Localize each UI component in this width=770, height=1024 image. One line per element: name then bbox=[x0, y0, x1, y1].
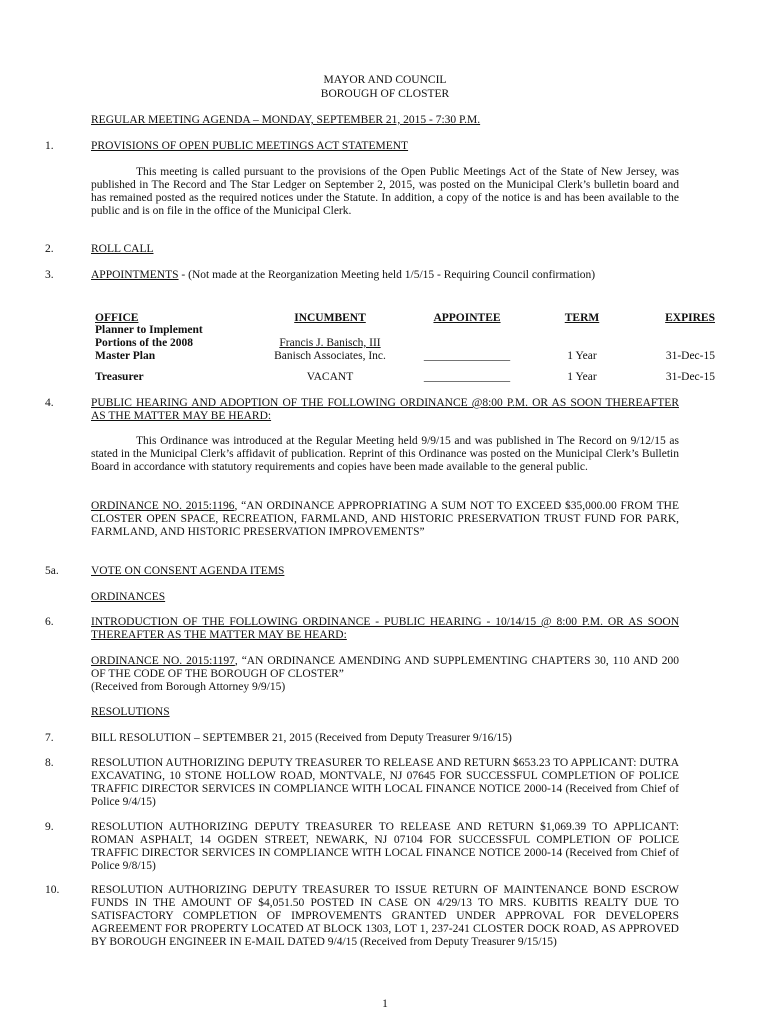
incumbent-cell: VACANT bbox=[306, 371, 354, 383]
opma-statement: This meeting is called pursuant to the provisions of the Open Public Meetings Act of the State of New Jersey, was published in The Record and The Star Ledger on September 2, 2015, was posted on the Municipal Clerk’s bulletin board and has remained posted as the required notices under the Statute. In addition, a copy of the notice is and has been available to the public and is on file in the office of the Municipal Clerk. bbox=[91, 166, 679, 217]
agenda-title: REGULAR MEETING AGENDA – MONDAY, SEPTEMBER 21, 2015 - 7:30 P.M. bbox=[91, 114, 481, 126]
item-title-consent-agenda: VOTE ON CONSENT AGENDA ITEMS bbox=[91, 565, 285, 577]
section-heading-ordinances: ORDINANCES bbox=[91, 591, 166, 603]
item-title-introduction: INTRODUCTION OF THE FOLLOWING ORDINANCE - PUBLIC HEARING - 10/14/15 @ 8:00 P.M. OR AS SOON THEREAFTER AS THE MATTER MAY BE HEARD: bbox=[91, 616, 679, 641]
item-number: 1. bbox=[45, 140, 54, 152]
resolution-bill: BILL RESOLUTION – SEPTEMBER 21, 2015 (Received from Deputy Treasurer 9/16/15) bbox=[91, 732, 512, 744]
item-number: 2. bbox=[45, 243, 54, 255]
col-header-office: OFFICE bbox=[95, 312, 139, 324]
item-number: 8. bbox=[45, 757, 54, 769]
appointee-blank: _______________ bbox=[423, 350, 511, 362]
appointments-table bbox=[95, 312, 715, 387]
appointments-note: - (Not made at the Reorganization Meeting held 1/5/15 - Requiring Council confirmation) bbox=[178, 269, 596, 281]
page-number: 1 bbox=[382, 998, 388, 1010]
item-number: 7. bbox=[45, 732, 54, 744]
office-cell: Master Plan bbox=[95, 350, 156, 362]
resolution-roman-asphalt: RESOLUTION AUTHORIZING DEPUTY TREASURER TO RELEASE AND RETURN $1,069.39 TO APPLICANT: ROMAN ASPHALT, 14 OGDEN STREET, NEWARK, NJ 07104 FOR SUCCESSFUL COMPLETION OF POLICE TRAFFIC DIRECTOR SERVICES IN COMPLIANCE WITH LOCAL FINANCE NOTICE 2000-14 (Received from Chief of Police 9/8/15) bbox=[91, 821, 679, 872]
received-note: (Received from Borough Attorney 9/9/15) bbox=[91, 681, 286, 693]
col-header-incumbent: INCUMBENT bbox=[294, 312, 366, 324]
item-title-public-hearing: PUBLIC HEARING AND ADOPTION OF THE FOLLOWING ORDINANCE @8:00 P.M. OR AS SOON THEREAFTER AS THE MATTER MAY BE HEARD: bbox=[91, 397, 679, 422]
item-number: 5a. bbox=[45, 565, 59, 577]
item-title-opma: PROVISIONS OF OPEN PUBLIC MEETINGS ACT STATEMENT bbox=[91, 140, 409, 152]
col-header-expires: EXPIRES bbox=[665, 312, 715, 324]
item-title-roll-call: ROLL CALL bbox=[91, 243, 154, 255]
col-header-appointee: APPOINTEE bbox=[433, 312, 501, 324]
item-number: 10. bbox=[45, 884, 60, 896]
resolution-kubitis: RESOLUTION AUTHORIZING DEPUTY TREASURER TO ISSUE RETURN OF MAINTENANCE BOND ESCROW FUNDS IN THE AMOUNT OF $4,051.50 POSTED IN CASE ON 4/29/13 TO MRS. KUBITIS REALTY DUE TO SATISFACTORY COMPLETION OF IMPROVEMENTS GRANTED UNDER APPROVAL FOR DEVELOPERS AGREEMENT FOR PROPERTY LOCATED AT BLOCK 1303, LOT 1, 237-241 CLOSTER DOCK ROAD, AS APPROVED BY BOROUGH ENGINEER IN E-MAIL DATED 9/4/15 (Received from Deputy Treasurer 9/15/15) bbox=[91, 884, 679, 948]
appointments-heading bbox=[91, 269, 679, 282]
resolution-dutra: RESOLUTION AUTHORIZING DEPUTY TREASURER TO RELEASE AND RETURN $653.23 TO APPLICANT: DUTRA EXCAVATING, 10 STONE HOLLOW ROAD, MONTVALE, NJ 07645 FOR SUCCESSFUL COMPLETION OF POLICE TRAFFIC DIRECTOR SERVICES IN COMPLIANCE WITH LOCAL FINANCE NOTICE 2000-14 (Received from Chief of Police 9/4/15) bbox=[91, 757, 679, 808]
ordinance-1197 bbox=[91, 655, 679, 681]
office-cell: Treasurer bbox=[95, 371, 144, 383]
header-title-line1: MAYOR AND COUNCIL bbox=[323, 74, 447, 86]
ordinance-text: , “AN ORDINANCE APPROPRIATING A SUM NOT TO EXCEED $35,000.00 FROM THE CLOSTER OPEN SPACE, RECREATION, FARMLAND, AND HISTORIC PRESERVATION TRUST FUND FOR PARK, FARMLAND, AND HISTORIC PRESERVATION IMPROVEMENTS” bbox=[91, 500, 679, 538]
office-cell: Portions of the 2008 bbox=[95, 337, 194, 349]
ordinance-publication-note: This Ordinance was introduced at the Regular Meeting held 9/9/15 and was published in The Record on 9/12/15 as stated in the Municipal Clerk’s affidavit of publication. Reprint of this Ordinance was posted on the Municipal Clerk’s Bulletin Board in accordance with statutory requirements and copies have been made available to the general public. bbox=[91, 435, 679, 473]
section-heading-resolutions: RESOLUTIONS bbox=[91, 706, 170, 718]
appointee-blank: _______________ bbox=[423, 371, 511, 383]
term-cell: 1 Year bbox=[567, 350, 597, 362]
item-title-appointments: APPOINTMENTS bbox=[91, 269, 179, 281]
incumbent-cell: Banisch Associates, Inc. bbox=[274, 350, 386, 362]
item-number: 6. bbox=[45, 616, 54, 628]
office-cell: Planner to Implement bbox=[95, 324, 203, 336]
header-title-line2: BOROUGH OF CLOSTER bbox=[320, 88, 450, 100]
ordinance-text: , “AN ORDINANCE AMENDING AND SUPPLEMENTING CHAPTERS 30, 110 AND 200 OF THE CODE OF THE BOROUGH OF CLOSTER” bbox=[91, 655, 679, 680]
item-number: 9. bbox=[45, 821, 54, 833]
item-number: 3. bbox=[45, 269, 54, 281]
expires-cell: 31-Dec-15 bbox=[665, 371, 715, 383]
col-header-term: TERM bbox=[564, 312, 600, 324]
ordinance-number: ORDINANCE NO. 2015:1196 bbox=[91, 500, 235, 512]
expires-cell: 31-Dec-15 bbox=[665, 350, 715, 362]
item-number: 4. bbox=[45, 397, 54, 409]
ordinance-1196 bbox=[91, 500, 679, 539]
ordinance-number: ORDINANCE NO. 2015:1197 bbox=[91, 655, 235, 667]
incumbent-cell: Francis J. Banisch, III bbox=[279, 337, 381, 349]
term-cell: 1 Year bbox=[567, 371, 597, 383]
